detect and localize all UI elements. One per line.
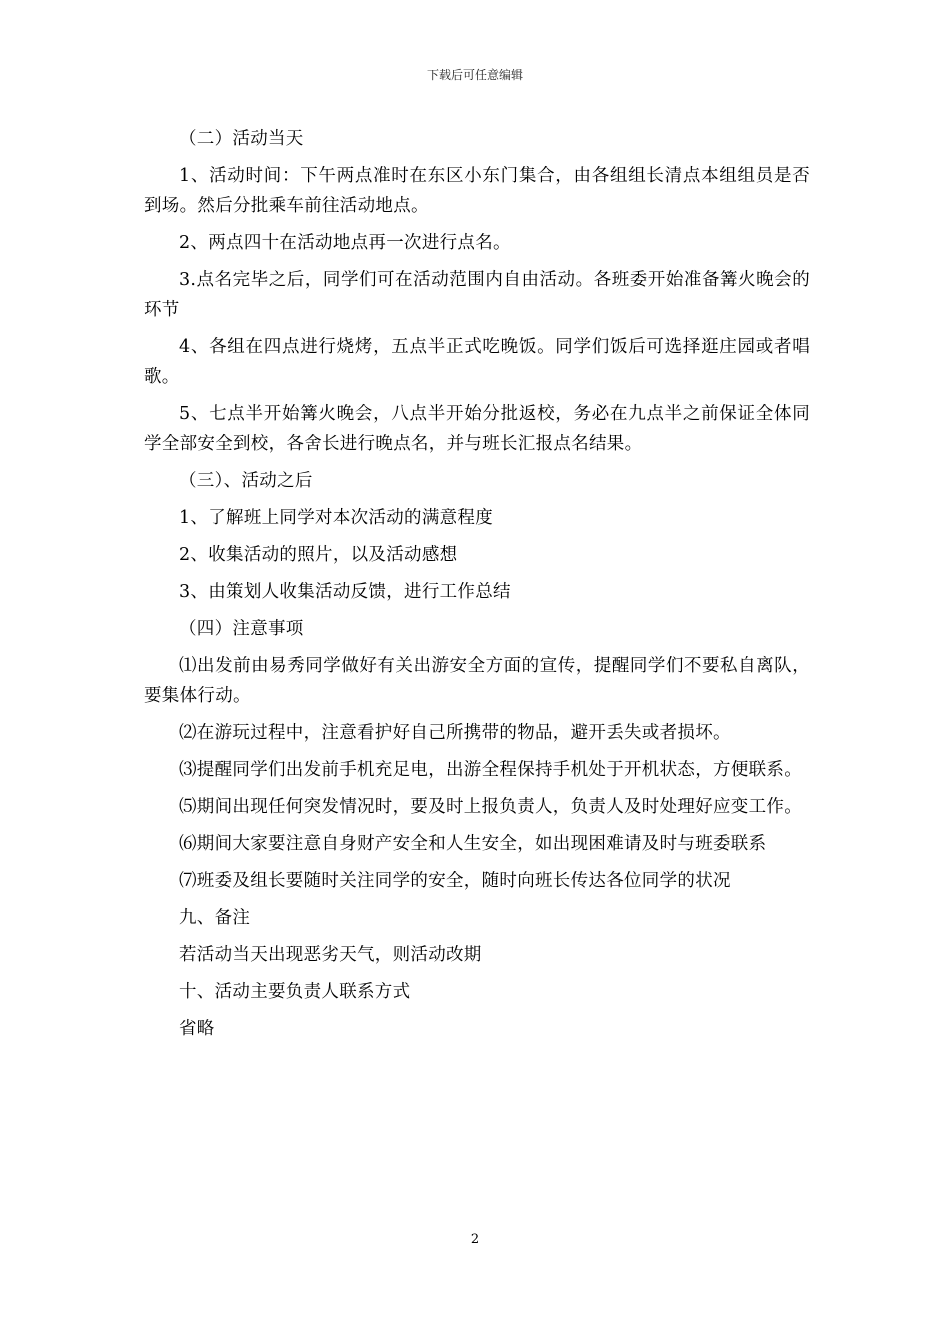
page-number: 2	[470, 1232, 480, 1247]
paragraph-note-3: ⑶提醒同学们出发前手机充足电，出游全程保持手机处于开机状态，方便联系。	[179, 760, 802, 780]
page-header: 下载后可任意编辑	[426, 68, 523, 82]
section-heading-notes: （四）注意事项	[179, 619, 304, 639]
paragraph-note-7: ⑺班委及组长要随时关注同学的安全，随时向班长传达各位同学的状况	[179, 871, 731, 891]
document-body	[144, 124, 810, 1051]
paragraph-item-3: 3.点名完毕之后，同学们可在活动范围内自由活动。各班委开始准备篝火晚会的环节	[144, 270, 810, 320]
section-heading-after: （三）、活动之后	[179, 471, 313, 491]
paragraph-note-6: ⑹期间大家要注意自身财产安全和人生安全，如出现困难请及时与班委联系	[179, 834, 767, 854]
paragraph-note-1: ⑴出发前由易秀同学做好有关出游安全方面的宣传，提醒同学们不要私自离队，要集体行动。	[144, 656, 810, 706]
paragraph-after-2: 2、收集活动的照片，以及活动感想	[179, 545, 458, 565]
section-heading-remarks: 九、备注	[179, 908, 251, 928]
paragraph-item-2: 2、两点四十在活动地点再一次进行点名。	[179, 233, 511, 253]
section-heading-contacts: 十、活动主要负责人联系方式	[179, 982, 411, 1002]
paragraph-after-1: 1、了解班上同学对本次活动的满意程度	[179, 508, 494, 528]
paragraph-contacts: 省略	[179, 1019, 215, 1039]
paragraph-item-4: 4、各组在四点进行烧烤，五点半正式吃晚饭。同学们饭后可选择逛庄园或者唱歌。	[144, 337, 810, 387]
paragraph-after-3: 3、由策划人收集活动反馈，进行工作总结	[179, 582, 511, 602]
paragraph-note-5: ⑸期间出现任何突发情况时，要及时上报负责人，负责人及时处理好应变工作。	[179, 797, 802, 817]
paragraph-remarks: 若活动当天出现恶劣天气，则活动改期	[179, 945, 482, 965]
paragraph-item-1: 1、活动时间：下午两点准时在东区小东门集合，由各组组长清点本组组员是否到场。然后分批乘车前往活动地点。	[144, 166, 810, 216]
paragraph-item-5: 5、七点半开始篝火晚会，八点半开始分批返校，务必在九点半之前保证全体同学全部安全到校，各舍长进行晚点名，并与班长汇报点名结果。	[144, 404, 810, 454]
paragraph-note-2: ⑵在游玩过程中，注意看护好自己所携带的物品，避开丢失或者损坏。	[179, 723, 731, 743]
section-heading-day-of: （二）活动当天	[179, 129, 304, 149]
